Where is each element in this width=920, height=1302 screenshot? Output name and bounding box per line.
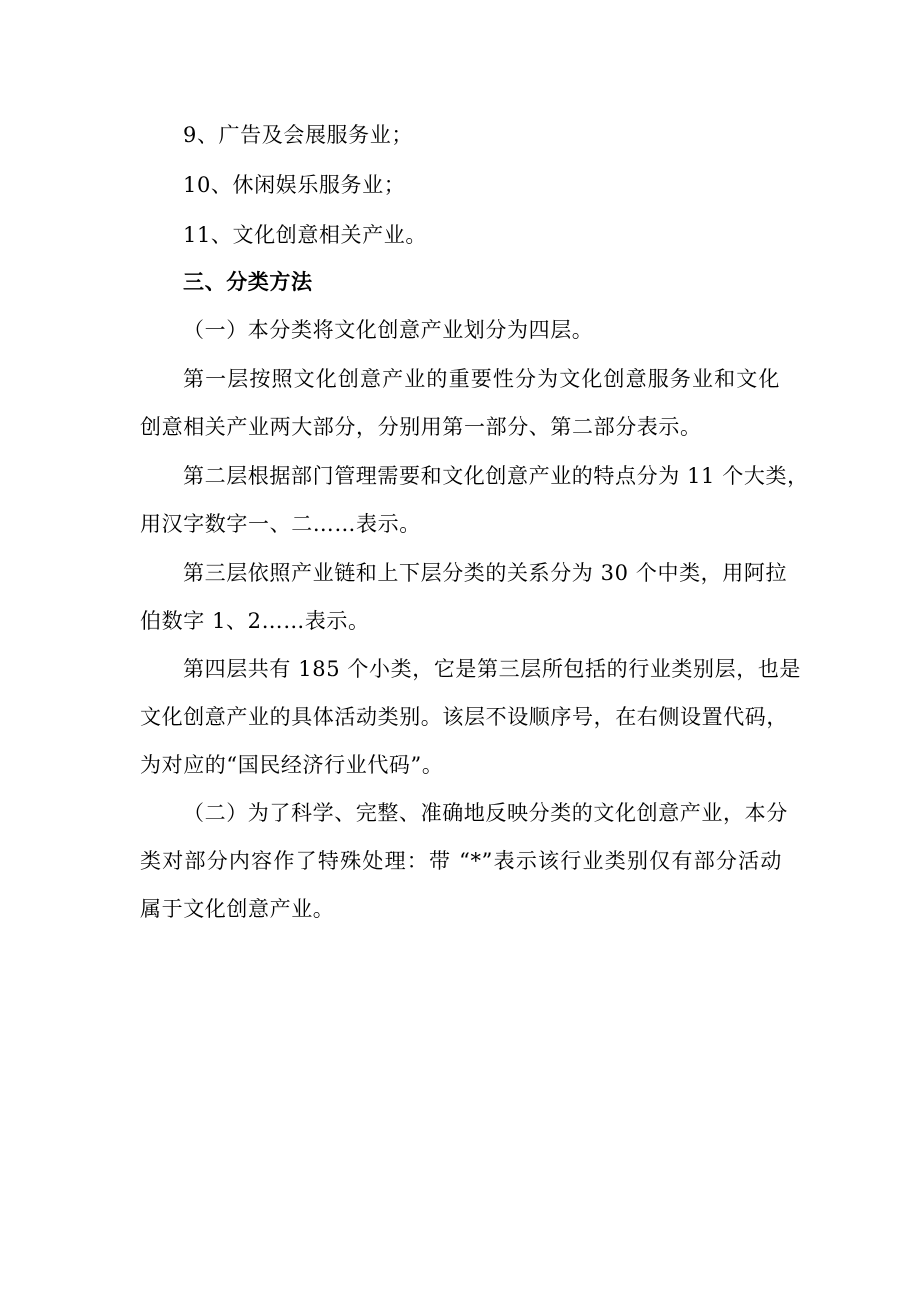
paragraph-line: 类对部分内容作了特殊处理：带 “*”表示该行业类别仅有部分活动 (140, 849, 782, 873)
paragraph-line: 第二层根据部门管理需要和文化创意产业的特点分为 11 个大类， (183, 464, 809, 488)
paragraph-line: （二）为了科学、完整、准确地反映分类的文化创意产业，本分 (183, 801, 788, 825)
paragraph-line: 创意相关产业两大部分，分别用第一部分、第二部分表示。 (140, 415, 702, 439)
paragraph-line: 伯数字 1、2……表示。 (140, 609, 370, 633)
paragraph-line: 第一层按照文化创意产业的重要性分为文化创意服务业和文化 (183, 367, 780, 391)
section-heading: 三、分类方法 (183, 270, 313, 294)
paragraph-line: 第四层共有 185 个小类，它是第三层所包括的行业类别层，也是 (183, 657, 802, 681)
list-item: 11、文化创意相关产业。 (183, 223, 427, 247)
paragraph-line: 文化创意产业的具体活动类别。该层不设顺序号，在右侧设置代码， (140, 705, 788, 729)
list-item: 10、休闲娱乐服务业； (183, 173, 406, 197)
paragraph-line: 为对应的“国民经济行业代码”。 (140, 753, 444, 777)
paragraph-line: 第三层依照产业链和上下层分类的关系分为 30 个中类，用阿拉 (183, 561, 788, 585)
paragraph-line: （一）本分类将文化创意产业划分为四层。 (183, 318, 594, 342)
paragraph-line: 用汉字数字一、二……表示。 (140, 512, 421, 536)
list-item: 9、广告及会展服务业； (183, 123, 413, 147)
paragraph-line: 属于文化创意产业。 (140, 897, 335, 921)
